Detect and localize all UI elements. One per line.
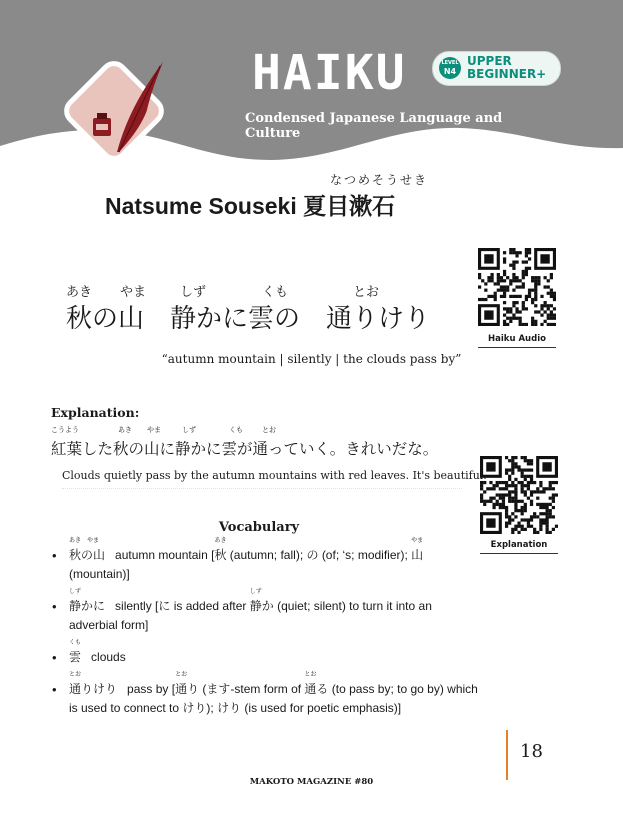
level-badge [432,51,561,86]
level-line-1: UPPER [467,54,512,68]
vocab-furigana: • しず [69,589,82,595]
vocab-term [69,640,82,667]
divider [62,488,462,489]
vocabulary-heading: Vocabulary [218,520,300,535]
list-item [50,589,480,635]
vocab-furigana: とお [304,672,317,678]
footer: MAKOTO MAGAZINE #80 [249,777,374,787]
vocab-furigana: やま [411,538,424,544]
explanation-furigana: くも [229,426,243,434]
vocab-gloss: (to pass by; to go by) which is used to connect to けり); けり (is used for poetic emphasis)] [69,682,478,715]
vocab-kanji-text: 静か [249,599,274,613]
qr-code-audio-icon[interactable] [478,248,556,326]
vocab-gloss: (ます-stem form of [199,682,305,696]
level-line-2: BEGINNER+ [467,67,547,81]
vocab-kanji [214,538,227,565]
vocab-term-text: 雲 [69,650,82,664]
author-furigana: なつめそうせき [330,173,429,187]
vocab-furigana: しず [249,589,262,595]
explanation-furigana: あき [118,426,132,434]
haiku-furigana: しず [180,285,207,300]
haiku-furigana: あき [66,285,93,300]
list-item [50,640,480,667]
vocab-term-text: 秋の山 [69,548,106,562]
explanation-english: Clouds quietly pass by the autumn mountains with red leaves. It's beautiful. [62,469,487,482]
haiku-furigana: やま [120,285,147,300]
haiku-furigana: とお [353,285,380,300]
vocab-term [69,538,106,565]
magazine-brand: HAIKU [252,45,407,101]
brand-subtitle: Condensed Japanese Language and Culture [245,111,503,141]
vocab-term [69,589,106,616]
vocab-kanji-text: 通る [304,682,329,696]
qr-explanation-caption: Explanation [480,540,558,554]
vocab-term-text: 通りけり [69,682,118,696]
vocab-gloss: autumn mountain [ [115,548,215,562]
haiku-furigana: くも [262,285,289,300]
vocab-furigana: あき [214,538,227,544]
list-item [50,672,480,718]
vocab-kanji-text: 山 [411,548,424,562]
explanation-furigana: とお [262,426,276,434]
explanation-heading: Explanation: [51,405,140,420]
explanation-furigana: しず [182,426,196,434]
explanation-furigana: こうよう [51,426,79,434]
author-name-en: Natsume Souseki [105,193,297,219]
vocab-kanji [249,589,274,616]
vocab-gloss: (autumn; fall); の (of; ‘s; modifier); [226,548,412,562]
vocab-term-text: 静かに [69,599,106,613]
explanation-furigana: やま [147,426,161,434]
vocab-kanji-text: 通り [175,682,200,696]
explanation-japanese: 紅葉した秋の山に静かに雲が通っていく。きれいだな。 [51,440,439,458]
vocab-gloss: silently [に is added after [115,599,250,613]
page-accent-bar [506,730,508,780]
vocab-furigana: とお [175,672,188,678]
haiku-translation: “autumn mountain | silently | the clouds pass by” [161,352,462,366]
vocab-kanji [411,538,424,565]
vocab-furigana: • くも [69,640,82,646]
haiku-text: 秋の山 静かに雲の 通りけり [66,304,431,334]
vocab-gloss: clouds [91,650,126,664]
vocab-kanji [175,672,200,699]
vocab-gloss: (quiet; silent) to turn it into an adverbial form] [69,599,432,632]
vocab-term [69,672,118,699]
quill-logo-icon [55,52,173,170]
vocab-furigana: • あき やま [69,538,100,544]
level-label: LEVEL [441,60,459,66]
vocab-kanji [304,672,329,699]
list-item [50,538,480,584]
page-number: 18 [520,741,543,762]
vocab-kanji-text: 秋 [214,548,227,562]
level-circle-icon [439,57,461,79]
level-text [467,55,546,81]
author-name-jp: 夏目漱石 [303,193,396,219]
vocabulary-list [50,538,480,731]
vocab-furigana: • とお [69,672,82,678]
vocab-gloss: pass by [ [127,682,176,696]
vocab-gloss: (mountain)] [69,567,130,581]
level-code: N4 [443,67,457,76]
page-title [105,188,395,221]
qr-audio-caption: Haiku Audio [478,334,556,348]
